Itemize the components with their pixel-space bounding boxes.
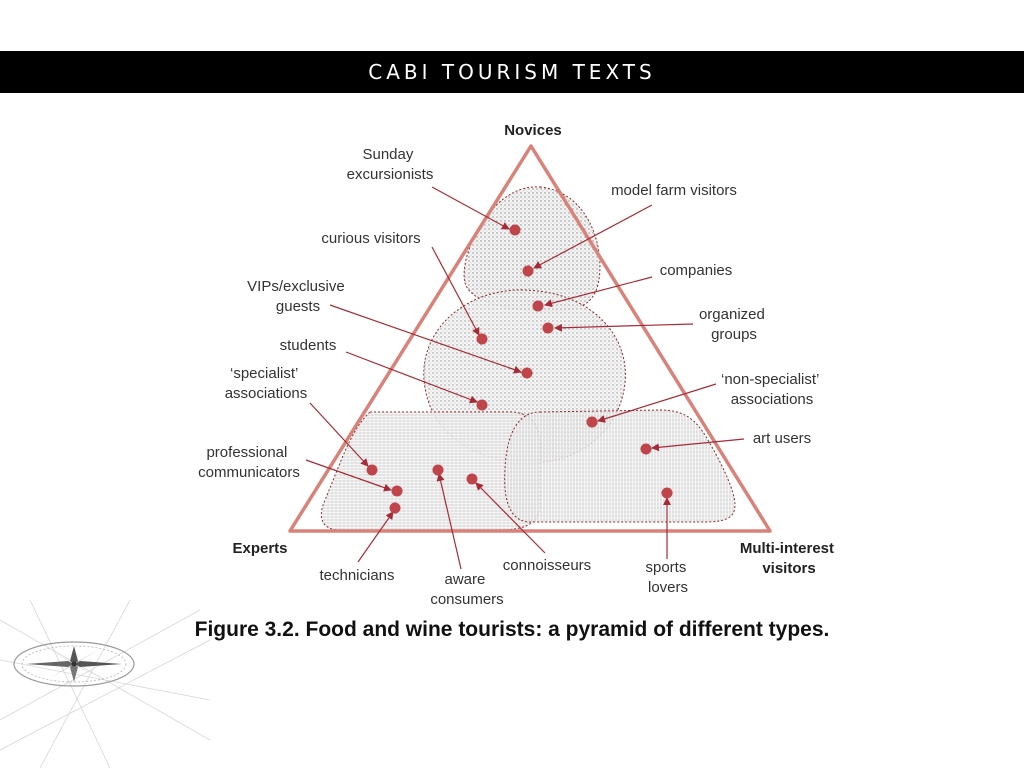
header-title: CABI TOURISM TEXTS xyxy=(368,60,656,84)
figure-caption: Figure 3.2. Food and wine tourists: a pyramid of different types. xyxy=(194,618,830,641)
label-specialist-associations: ‘specialist’ associations xyxy=(224,365,308,402)
label-companies: companies xyxy=(659,262,733,279)
label-professional-communicators: professional communicators xyxy=(198,444,300,481)
label-technicians: technicians xyxy=(319,567,395,584)
label-sunday-excursionists: Sunday excursionists xyxy=(346,146,434,183)
marker-vips xyxy=(522,368,533,379)
marker-sunday-excursionists xyxy=(510,225,521,236)
marker-organized-groups xyxy=(543,323,554,334)
marker-non-specialist xyxy=(587,417,598,428)
label-sports-lovers: sports lovers xyxy=(645,559,689,596)
marker-art-users xyxy=(641,444,652,455)
marker-companies xyxy=(533,301,544,312)
marker-aware-consumers xyxy=(433,465,444,476)
marker-sports-lovers xyxy=(662,488,673,499)
marker-curious-visitors xyxy=(477,334,488,345)
label-art-users: art users xyxy=(752,430,812,447)
corner-multi-interest: Multi-interest visitors xyxy=(739,540,834,577)
compass-rose-icon xyxy=(0,600,210,768)
label-model-farm-visitors: model farm visitors xyxy=(611,182,737,199)
corner-experts: Experts xyxy=(232,540,288,557)
label-students: students xyxy=(279,337,337,354)
marker-model-farm-visitors xyxy=(523,266,534,277)
label-curious-visitors: curious visitors xyxy=(321,230,421,247)
marker-specialist xyxy=(367,465,378,476)
marker-students xyxy=(477,400,488,411)
multi-interest-region xyxy=(505,410,735,522)
label-connoisseurs: connoisseurs xyxy=(502,557,592,574)
marker-professional-communicators xyxy=(392,486,403,497)
marker-connoisseurs xyxy=(467,474,478,485)
label-vips-exclusive-guests: VIPs/exclusive guests xyxy=(247,278,345,315)
label-non-specialist-associations: ‘non-specialist’ associations xyxy=(721,371,819,408)
label-organized-groups: organized groups xyxy=(698,306,765,343)
corner-novices: Novices xyxy=(504,122,562,139)
label-aware-consumers: aware consumers xyxy=(430,571,504,608)
marker-technicians xyxy=(390,503,401,514)
